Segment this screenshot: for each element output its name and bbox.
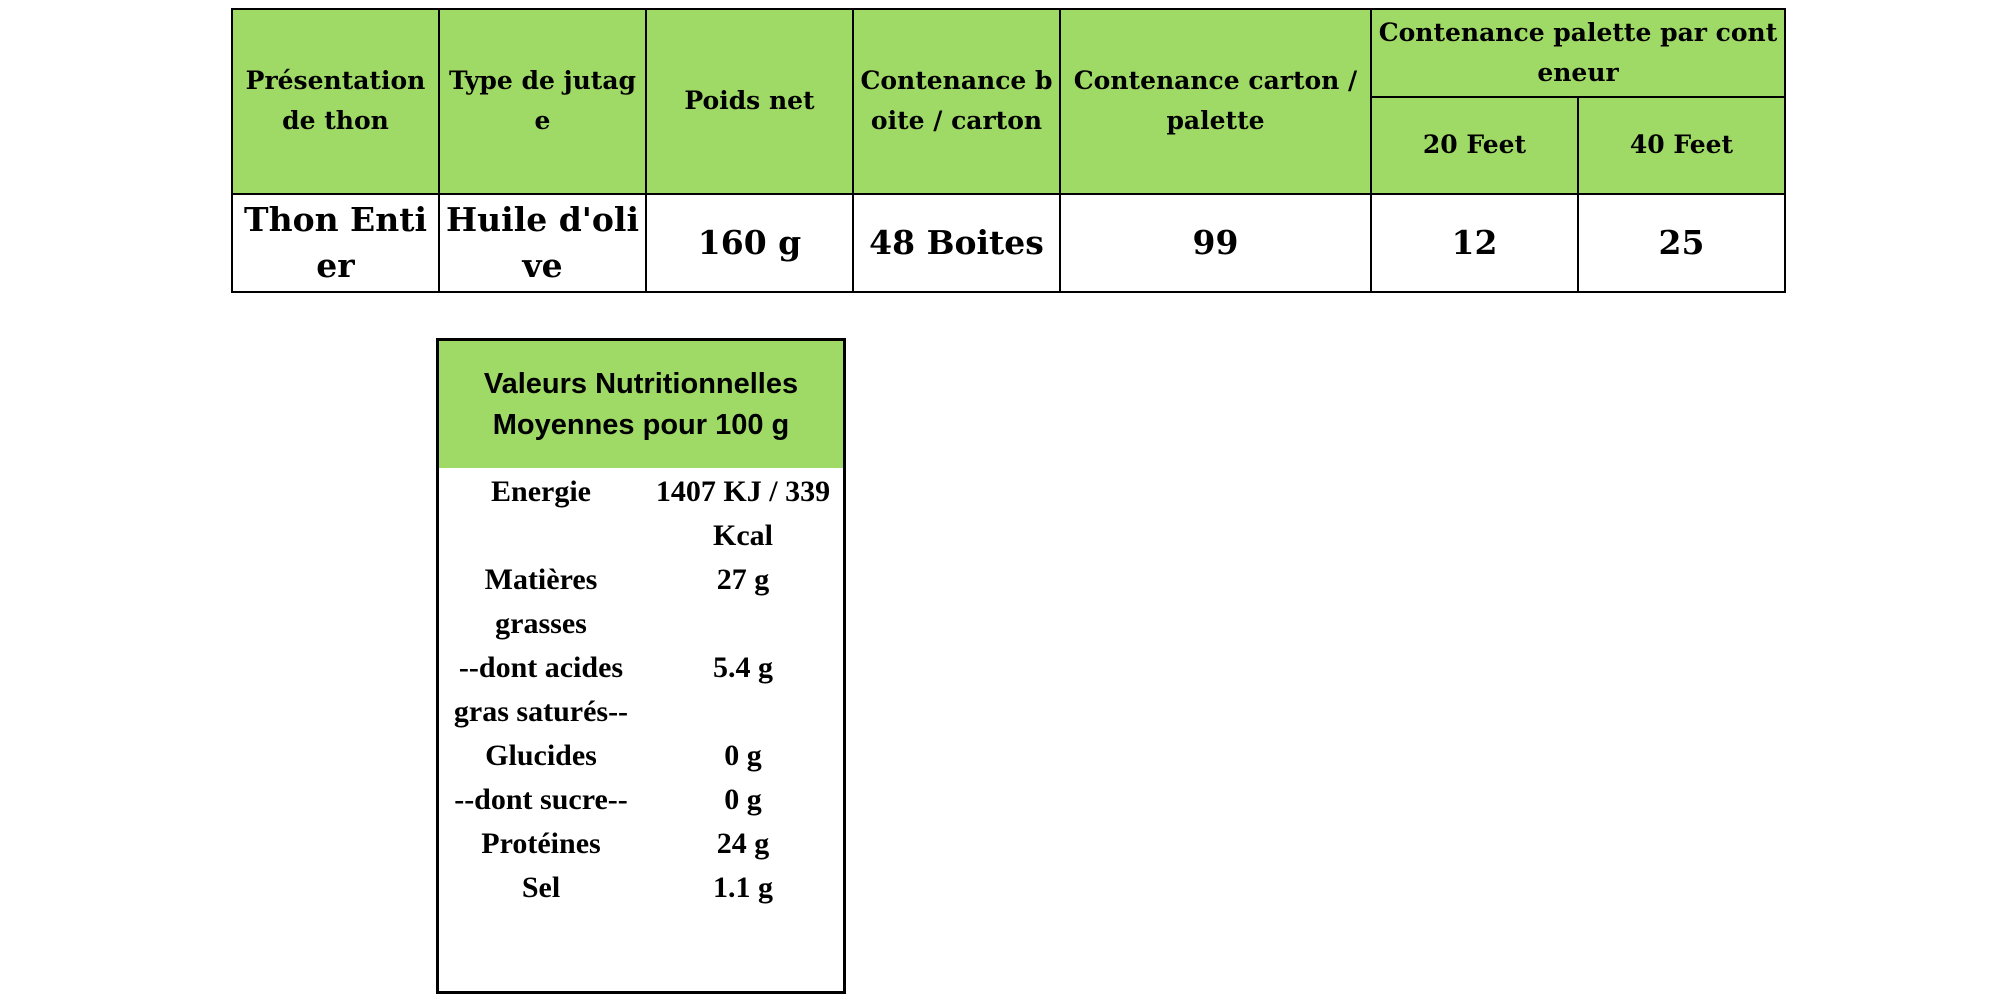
nutrition-label: Glucides	[485, 739, 597, 772]
nutrition-value: 24 g	[716, 827, 770, 860]
nutrition-row-energie	[439, 470, 843, 558]
nutrition-label: Matières grasses	[484, 563, 598, 640]
nutrition-value: 0 g	[724, 783, 762, 816]
header-boite-carton: Contenance boite / carton	[853, 9, 1060, 194]
nutrition-row-sel	[439, 866, 843, 910]
cell-20-feet: 12	[1371, 194, 1578, 292]
nutrition-value: 0 g	[724, 739, 762, 772]
header-jutage: Type de jutage	[439, 9, 646, 194]
nutrition-label: Protéines	[481, 827, 601, 860]
cell-poids-net: 160 g	[646, 194, 853, 292]
header-presentation: Présentation de thon	[232, 9, 439, 194]
header-row-top	[232, 9, 1785, 97]
nutrition-value: 1407 KJ / 339 Kcal	[655, 475, 831, 552]
cell-jutage: Huile d'olive	[439, 194, 646, 292]
nutrition-rows	[439, 468, 843, 910]
nutrition-value: 1.1 g	[713, 871, 773, 904]
nutrition-value: 27 g	[716, 563, 770, 596]
header-40-feet: 40 Feet	[1578, 97, 1785, 193]
cell-40-feet: 25	[1578, 194, 1785, 292]
nutrition-header	[439, 341, 843, 468]
nutrition-label: Sel	[521, 871, 561, 904]
nutrition-label: --dont acides gras saturés--	[453, 651, 629, 728]
cell-carton-palette: 99	[1060, 194, 1371, 292]
cell-boite-carton: 48 Boites	[853, 194, 1060, 292]
header-20-feet: 20 Feet	[1371, 97, 1578, 193]
nutrition-label: Energie	[491, 475, 591, 508]
nutrition-value: 5.4 g	[713, 651, 773, 684]
nutrition-title-line2: Moyennes pour 100 g	[492, 408, 790, 441]
nutrition-row-matieres-grasses	[439, 558, 843, 646]
header-poids-net: Poids net	[646, 9, 853, 194]
product-table	[231, 8, 1786, 293]
header-palette-conteneur: Contenance palette par conteneur	[1371, 9, 1785, 97]
nutrition-label: --dont sucre--	[454, 783, 628, 816]
nutrition-row-glucides	[439, 734, 843, 778]
table-row	[232, 194, 1785, 292]
header-carton-palette: Contenance carton / palette	[1060, 9, 1371, 194]
nutrition-row-acides-gras-satures	[439, 646, 843, 734]
nutrition-title-line1: Valeurs Nutritionnelles	[483, 367, 799, 400]
nutrition-row-sucre	[439, 778, 843, 822]
nutrition-panel	[436, 338, 846, 994]
cell-presentation: Thon Entier	[232, 194, 439, 292]
nutrition-row-proteines	[439, 822, 843, 866]
